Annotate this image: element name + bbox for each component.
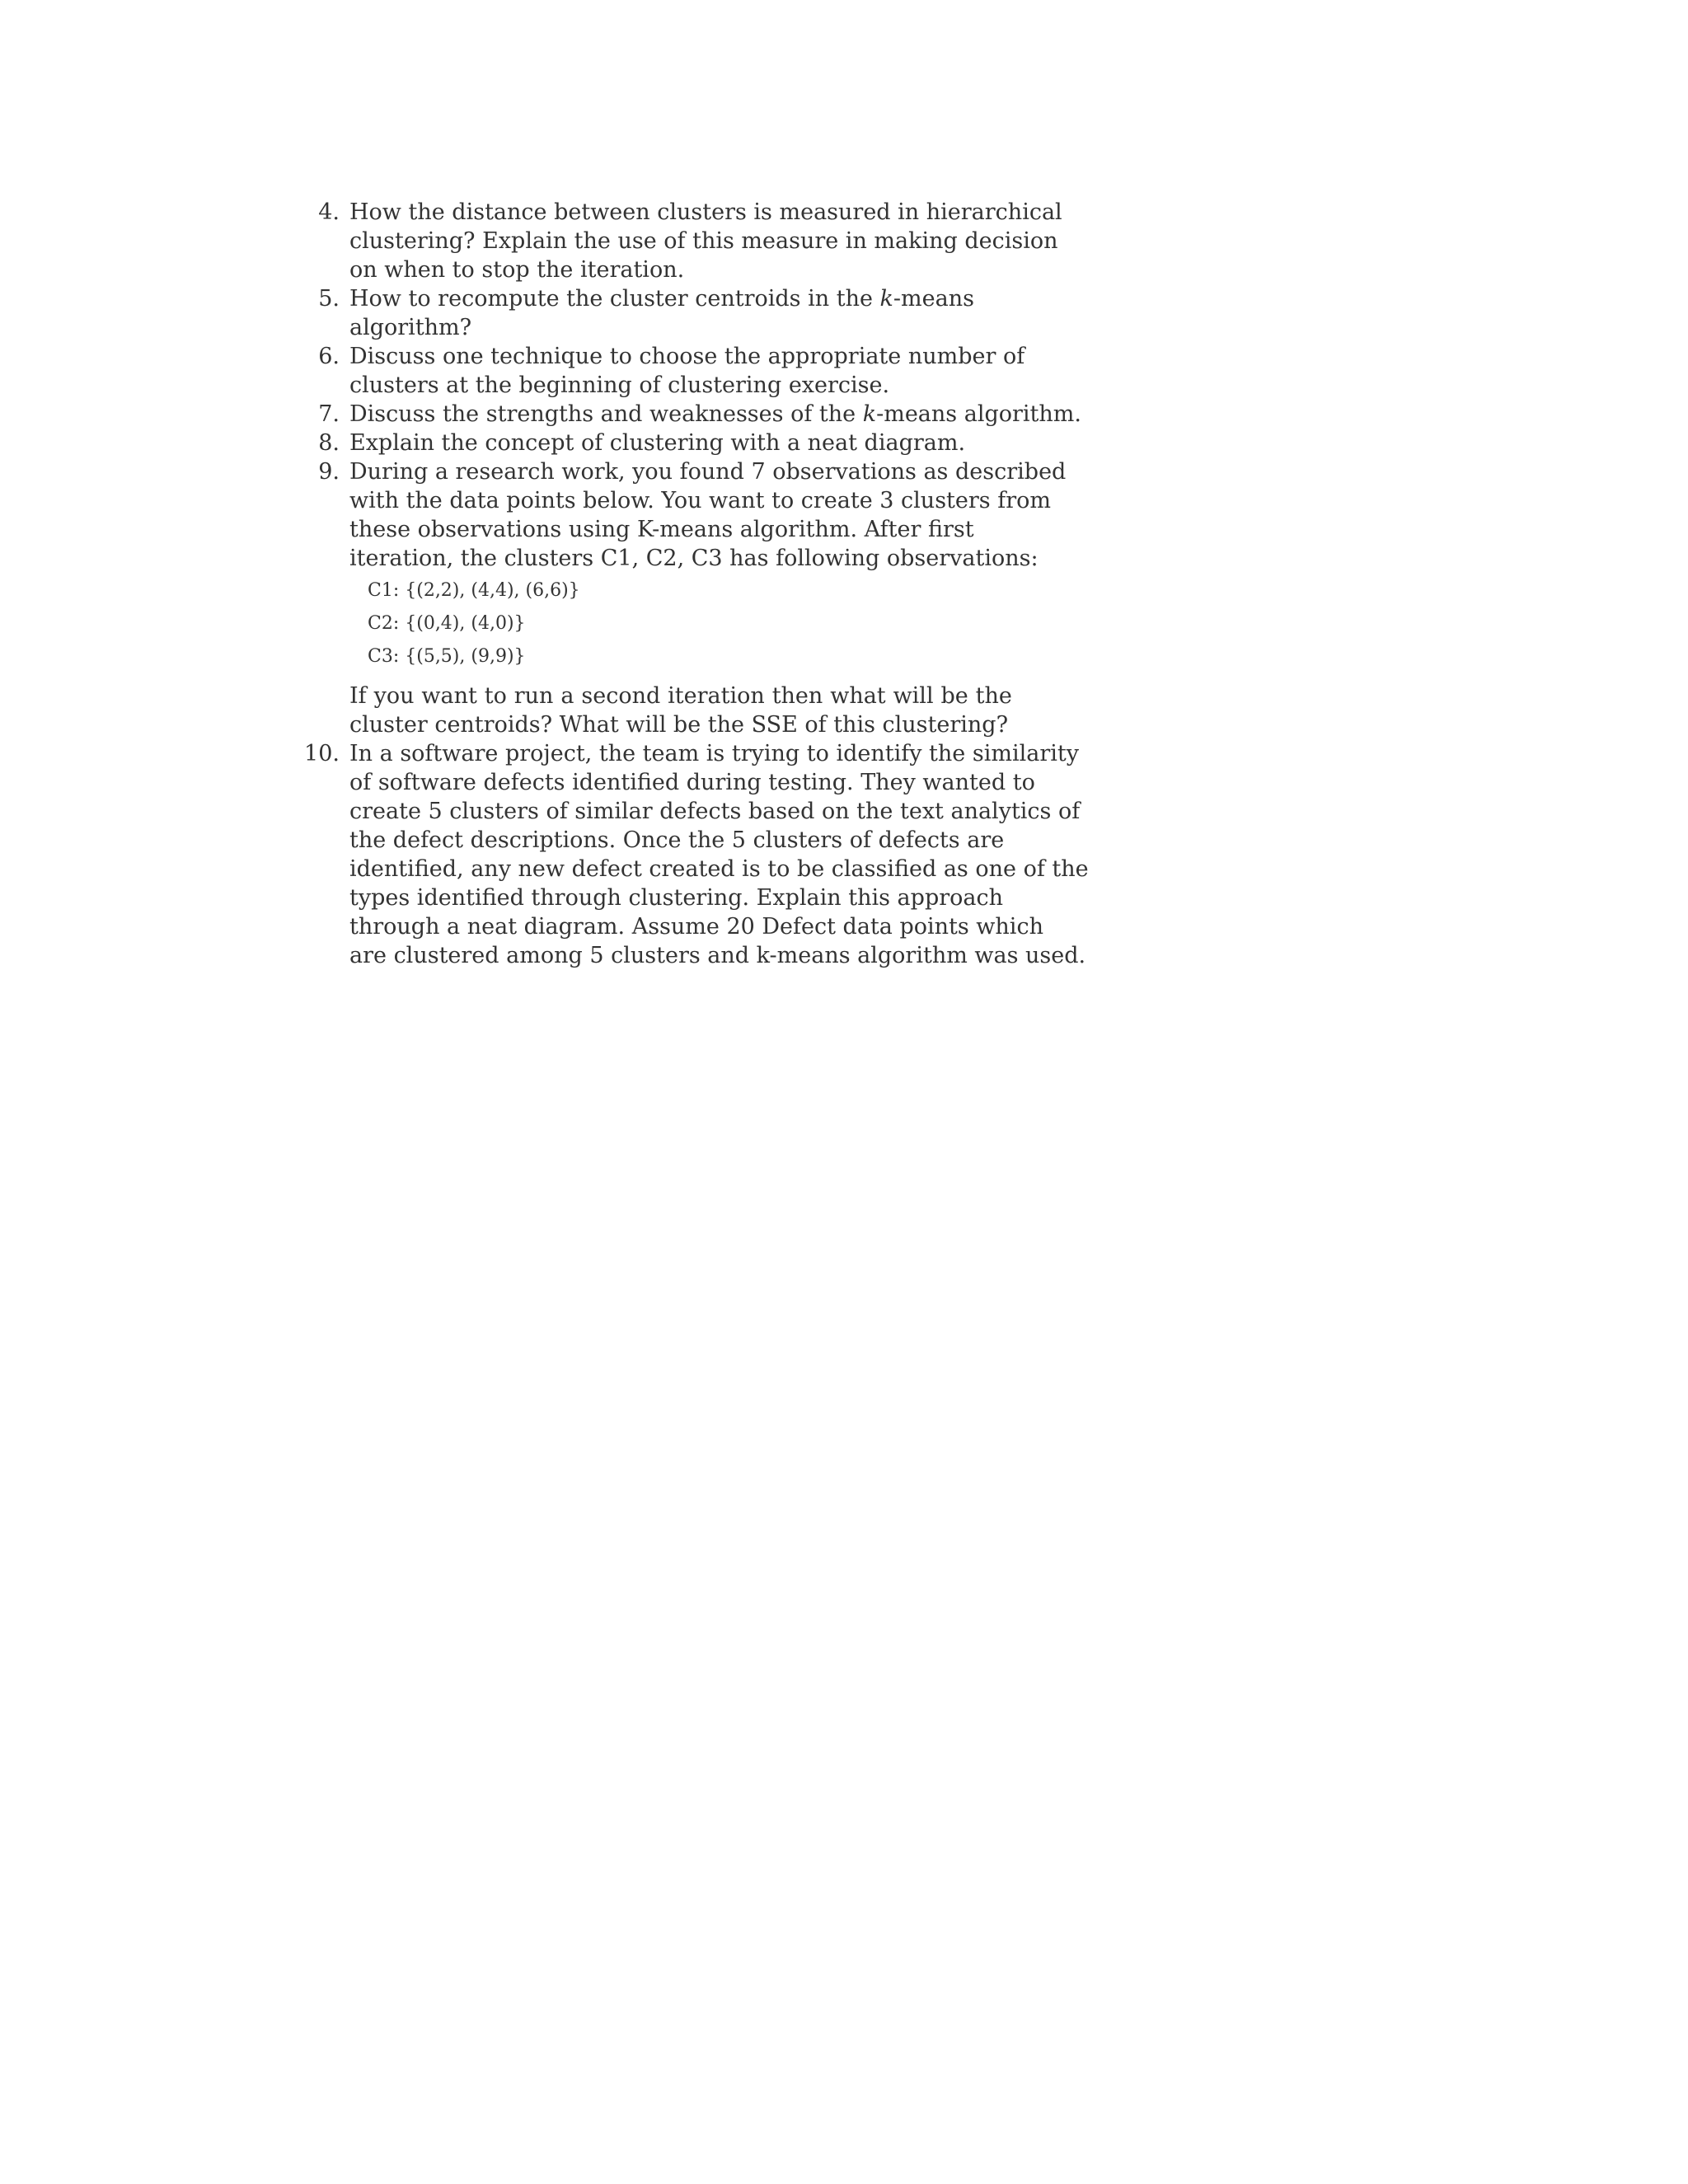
question-line: of software defects identified during testing. They wanted to bbox=[349, 770, 1035, 795]
question-line bbox=[349, 284, 1017, 313]
question-line: algorithm? bbox=[349, 315, 472, 340]
word: run bbox=[513, 683, 554, 709]
question-line: In a software project, the team is trying to identify the similarity bbox=[349, 741, 1079, 766]
question-line: through a neat diagram. Assume 20 Defect data points which bbox=[349, 914, 1043, 940]
text-run: -means algorithm. bbox=[876, 401, 1081, 427]
word: the bbox=[975, 683, 1012, 709]
cluster-c1: C1: {(2,2), (4,4), (6,6)} bbox=[368, 580, 580, 601]
question-line: on when to stop the iteration. bbox=[349, 257, 685, 283]
question-line: types identified through clustering. Explain this approach bbox=[349, 885, 1003, 911]
question-line: During a research work, you found 7 observations as described bbox=[349, 459, 1067, 485]
question-line: cluster centroids? What will be the SSE of this clustering? bbox=[349, 712, 1009, 738]
cluster-c3: C3: {(5,5), (9,9)} bbox=[368, 646, 526, 667]
question-number: 10. bbox=[304, 741, 340, 766]
question-line: identified, any new defect created is to be classified as one of the bbox=[349, 856, 1089, 882]
word: a bbox=[560, 683, 574, 709]
question-text bbox=[349, 429, 1017, 457]
question-number: 4. bbox=[318, 199, 340, 225]
question-text bbox=[349, 457, 1067, 573]
question-number: 7. bbox=[318, 401, 340, 427]
question-text bbox=[349, 284, 1017, 342]
cluster-c2: C2: {(0,4), (4,0)} bbox=[368, 613, 526, 634]
text-run: Discuss the strengths and weaknesses of the bbox=[349, 401, 863, 427]
word: be bbox=[940, 683, 968, 709]
question-line: are clustered among 5 clusters and k-means algorithm was used. bbox=[349, 943, 1086, 968]
text-run: -means bbox=[893, 286, 974, 312]
question-line: Explain the concept of clustering with a neat diagram. bbox=[349, 430, 966, 456]
word: then bbox=[771, 683, 823, 709]
question-text bbox=[349, 739, 1089, 970]
question-line: with the data points below. You want to create 3 clusters from bbox=[349, 488, 1051, 513]
question-line bbox=[349, 400, 1081, 429]
question-text bbox=[349, 682, 1017, 739]
italic-k: k bbox=[879, 286, 893, 312]
word: to bbox=[484, 683, 507, 709]
question-line: Discuss one technique to choose the appropriate number of bbox=[349, 344, 1025, 369]
word: iteration bbox=[668, 683, 765, 709]
word: If bbox=[349, 683, 367, 709]
justified-line bbox=[349, 682, 1012, 710]
question-line: clustering? Explain the use of this measure in making decision bbox=[349, 228, 1058, 254]
question-number: 9. bbox=[318, 459, 340, 485]
question-text bbox=[349, 400, 1081, 429]
question-number: 5. bbox=[318, 286, 340, 312]
italic-k: k bbox=[862, 401, 877, 427]
question-number: 8. bbox=[318, 430, 340, 456]
text-run: How to recompute the cluster centroids in the bbox=[349, 286, 880, 312]
word: will bbox=[893, 683, 934, 709]
word: second bbox=[581, 683, 661, 709]
word: you bbox=[373, 683, 415, 709]
question-text bbox=[349, 198, 1062, 284]
question-line: iteration, the clusters C1, C2, C3 has following observations: bbox=[349, 546, 1039, 571]
question-line: the defect descriptions. Once the 5 clusters of defects are bbox=[349, 827, 1005, 853]
question-number: 6. bbox=[318, 344, 340, 369]
question-line: clusters at the beginning of clustering exercise. bbox=[349, 373, 890, 398]
question-line: create 5 clusters of similar defects based on the text analytics of bbox=[349, 799, 1081, 824]
question-line: How the distance between clusters is measured in hierarchical bbox=[349, 199, 1062, 225]
word: want bbox=[421, 683, 477, 709]
question-line: these observations using K-means algorithm. After first bbox=[349, 517, 974, 542]
word: what bbox=[830, 683, 886, 709]
question-text bbox=[349, 342, 1025, 400]
